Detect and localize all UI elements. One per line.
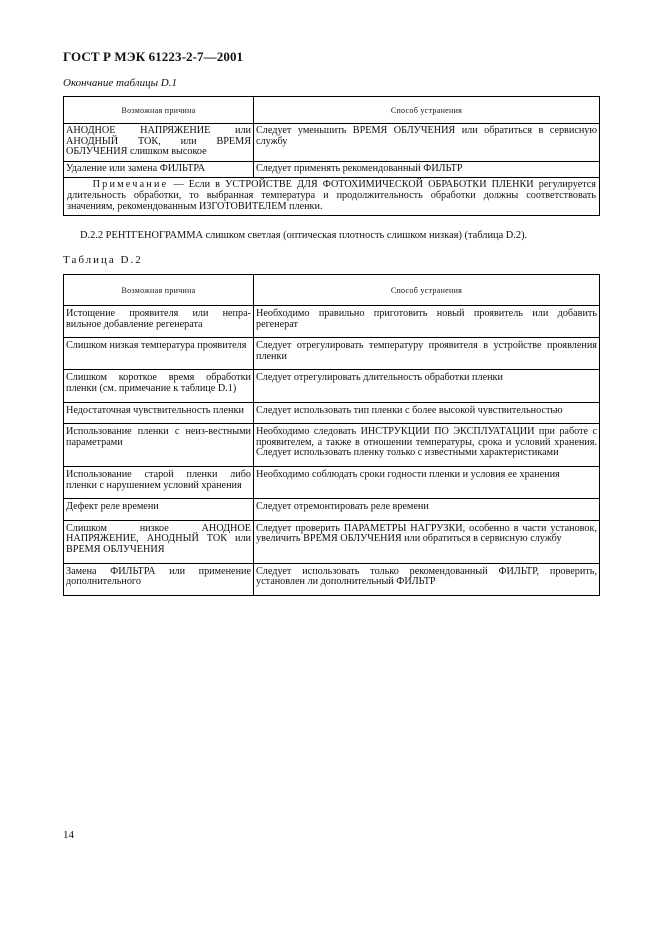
cause-cell: Слишком низкая температура проявителя <box>64 338 254 370</box>
section-paragraph: D.2.2 РЕНТГЕНОГРАММА слишком светлая (оптическая плотность слишком низкая) (таблица D.2). <box>80 230 528 241</box>
cause-cell: Слишком короткое время обработки пленки (см. примечание к таблице D.1) <box>64 370 254 402</box>
table-row <box>64 499 600 521</box>
table-row <box>64 124 600 162</box>
cause-cell: Истощение проявителя или непра-вильное добавление регенерата <box>64 306 254 338</box>
table-header-row <box>64 275 600 306</box>
table-label: Таблица D.2 <box>63 254 143 266</box>
table-row <box>64 563 600 595</box>
column-header-cause: Возможная причина <box>64 275 254 306</box>
fix-cell: Следует отрегулировать температуру проявителя в устройстве проявления пленки <box>254 338 600 370</box>
column-header-fix: Способ устранения <box>254 275 600 306</box>
table-d2 <box>63 274 600 596</box>
cause-cell: Использование старой пленки либо пленки с нарушением условий хранения <box>64 466 254 498</box>
table-row <box>64 338 600 370</box>
fix-cell: Следует отрегулировать длительность обработки пленки <box>254 370 600 402</box>
table-continuation-caption: Окончание таблицы D.1 <box>63 77 177 89</box>
cause-cell: Удаление или замена ФИЛЬТРА <box>64 161 254 178</box>
table-row <box>64 370 600 402</box>
note-lead: Примечание <box>92 179 169 191</box>
cause-cell: Слишком низкое АНОДНОЕ НАПРЯЖЕНИЕ, АНОДНЫЙ ТОК или ВРЕМЯ ОБЛУЧЕНИЯ <box>64 520 254 563</box>
column-header-fix: Способ устранения <box>254 97 600 124</box>
fix-cell: Следует отремонтировать реле времени <box>254 499 600 521</box>
table-row <box>64 520 600 563</box>
fix-cell: Необходимо соблюдать сроки годности пленки и условия ее хранения <box>254 466 600 498</box>
fix-cell: Следует использовать тип пленки с более высокой чувствительностью <box>254 402 600 424</box>
document-header: ГОСТ Р МЭК 61223-2-7—2001 <box>63 49 244 64</box>
cause-cell: Использование пленки с неиз-вестными параметрами <box>64 424 254 467</box>
fix-cell: Необходимо следовать ИНСТРУКЦИИ ПО ЭКСПЛУАТАЦИИ при работе с проявителем, а также в отношении температуры, срока и условий хранения. Следует использовать пленку только с известными характеристиками <box>254 424 600 467</box>
fix-cell: Необходимо правильно приготовить новый проявитель или добавить регенерат <box>254 306 600 338</box>
table-row <box>64 466 600 498</box>
table-row <box>64 424 600 467</box>
note-text: — Если в УСТРОЙСТВЕ ДЛЯ ФОТОХИМИЧЕСКОЙ ОБРАБОТКИ ПЛЕНКИ регулируется длительность обработки, то выбранная температура и продолжительность обработки должны соответствовать значениям, рекомендованным ИЗГОТОВИТЕЛЕМ пленки. <box>67 179 596 212</box>
cause-cell: АНОДНОЕ НАПРЯЖЕНИЕ или АНОДНЫЙ ТОК, или ВРЕМЯ ОБЛУЧЕНИЯ слишком высокое <box>64 124 254 162</box>
table-row <box>64 161 600 178</box>
fix-cell: Следует использовать только рекомендованный ФИЛЬТР, проверить, установлен ли дополнительный ФИЛЬТР <box>254 563 600 595</box>
page-number: 14 <box>63 829 74 841</box>
table-d1-end <box>63 96 600 216</box>
cause-cell: Недостаточная чувствительность пленки <box>64 402 254 424</box>
cause-cell: Дефект реле времени <box>64 499 254 521</box>
table-row <box>64 306 600 338</box>
fix-cell: Следует применять рекомендованный ФИЛЬТР <box>254 161 600 178</box>
fix-cell: Следует проверить ПАРАМЕТРЫ НАГРУЗКИ, особенно в части установок, увеличить ВРЕМЯ ОБЛУЧЕНИЯ или обратиться в сервисную службу <box>254 520 600 563</box>
cause-cell: Замена ФИЛЬТРА или применение дополнительного <box>64 563 254 595</box>
table-note-row <box>64 178 600 216</box>
table-note <box>64 178 600 216</box>
table-row <box>64 402 600 424</box>
column-header-cause: Возможная причина <box>64 97 254 124</box>
fix-cell: Следует уменьшить ВРЕМЯ ОБЛУЧЕНИЯ или обратиться в сервисную службу <box>254 124 600 162</box>
table-header-row <box>64 97 600 124</box>
